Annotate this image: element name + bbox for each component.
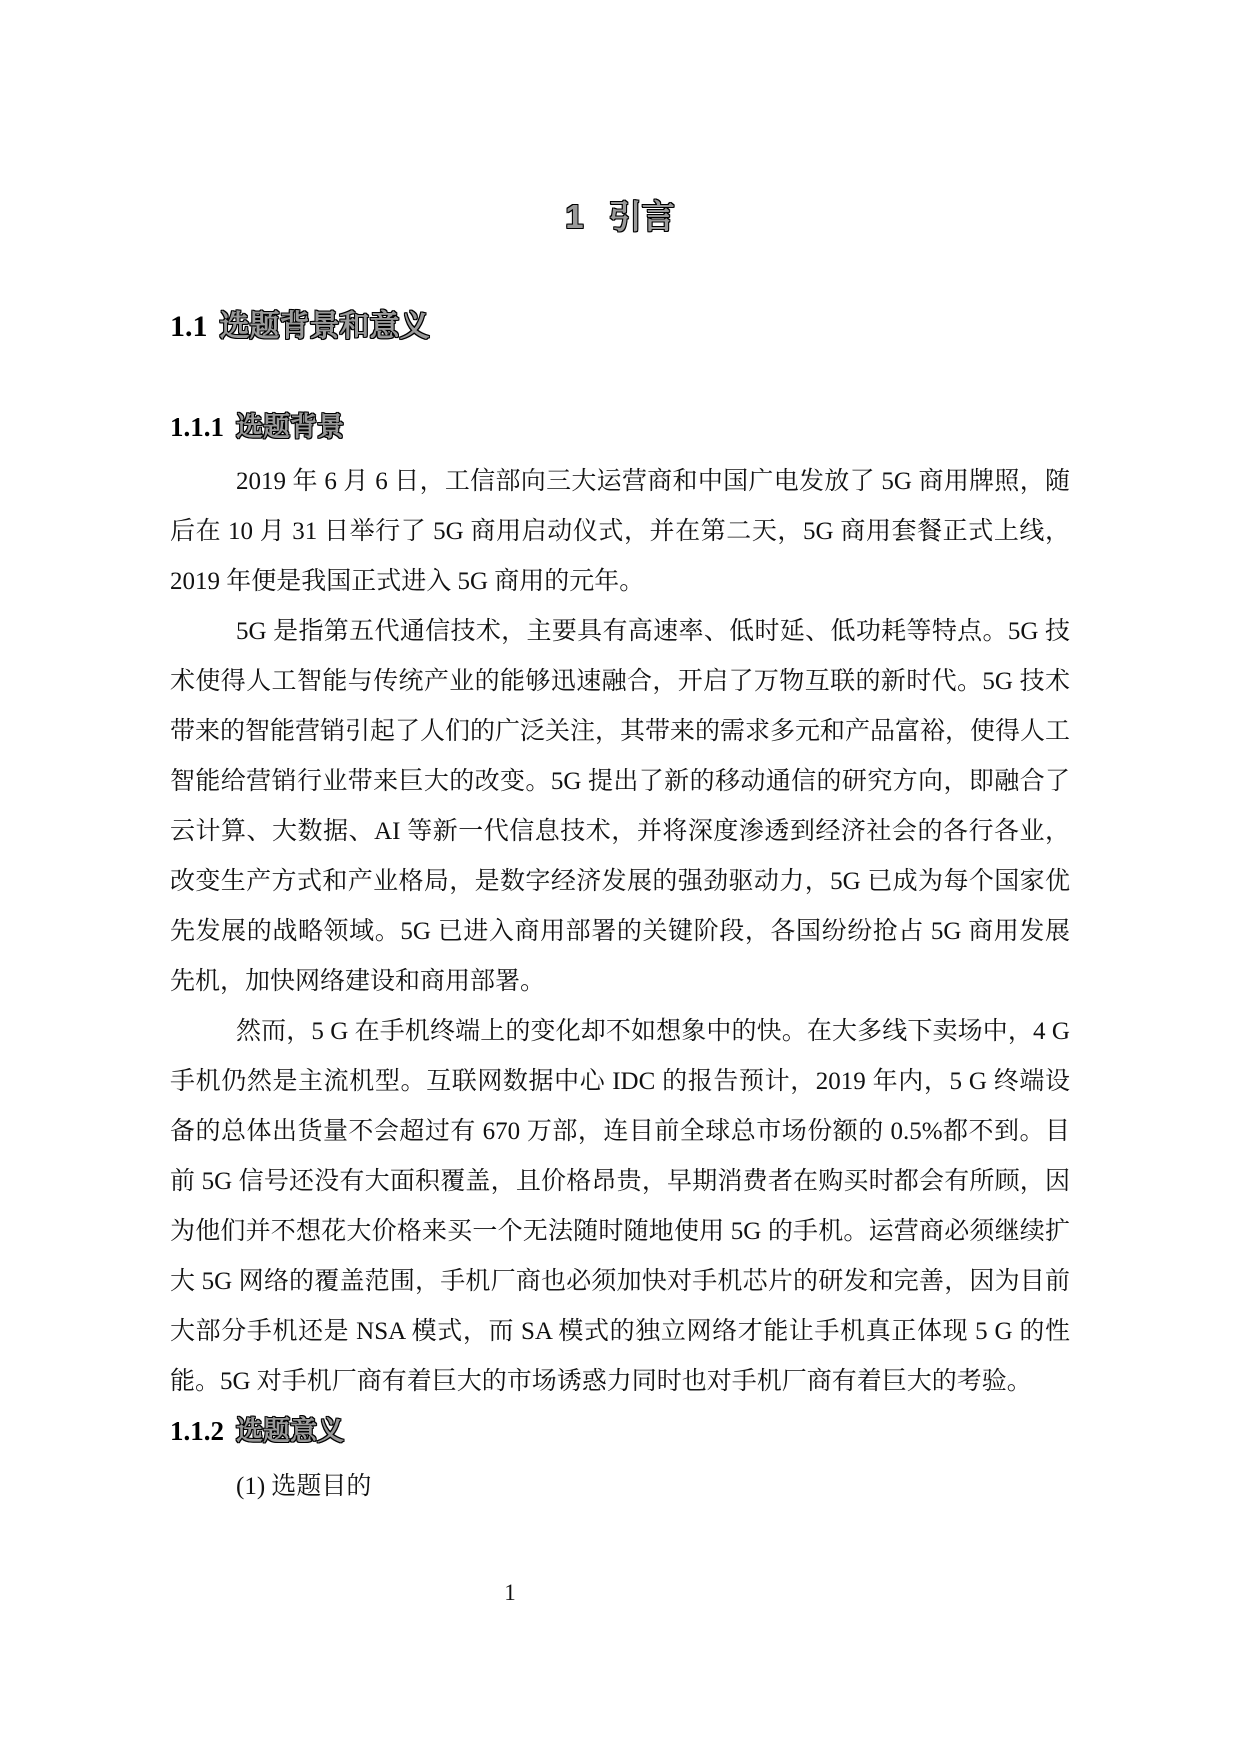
paragraph-purpose: (1) 选题目的 — [236, 1473, 372, 1500]
section-heading-1-1 — [170, 308, 1070, 346]
subsection-title-1-1-1: 选题背景 — [236, 412, 344, 442]
section-title-1-1: 选题背景和意义 — [219, 310, 430, 343]
page-number: 1 — [504, 1580, 516, 1605]
subsection-heading-1-1-1 — [170, 410, 1070, 444]
subsection-heading-1-1-2 — [170, 1414, 1070, 1448]
subsection-title-1-1-2: 选题意义 — [236, 1416, 344, 1446]
body-text-block — [170, 457, 1070, 1407]
subsection-number-1-1-1: 1.1.1 — [170, 412, 224, 442]
paragraph-1: 2019 年 6 月 6 日，工信部向三大运营商和中国广电发放了 5G 商用牌照，随后在 10 月 31 日举行了 5G 商用启动仪式，并在第二天，5G 商用套餐正式上线，2019 年便是我国正式进入 5G 商用的元年。 — [170, 468, 1070, 595]
paragraph-2: 5G 是指第五代通信技术，主要具有高速率、低时延、低功耗等特点。5G 技术使得人工智能与传统产业的能够迅速融合，开启了万物互联的新时代。5G 技术带来的智能营销引起了人们的广泛关注，其带来的需求多元和产品富裕，使得人工智能给营销行业带来巨大的改变。5G 提出了新的移动通信的研究方向，即融合了云计算、大数据、AI 等新一代信息技术，并将深度渗透到经济社会的各行各业，改变生产方式和产业格局，是数字经济发展的强劲驱动力，5G 已成为每个国家优先发展的战略领域。5G 已进入商用部署的关键阶段，各国纷纷抢占 5G 商用发展先机，加快网络建设和商用部署。 — [170, 618, 1071, 995]
page-content — [0, 197, 1240, 1512]
section-number-1-1: 1.1 — [170, 310, 208, 343]
chapter-title: 1 引言 — [565, 198, 675, 235]
paragraph-3: 然而，5 G 在手机终端上的变化却不如想象中的快。在大多线下卖场中，4 G 手机仍然是主流机型。互联网数据中心 IDC 的报告预计，2019 年内，5 G 终端设备的总体出货量不会超过有 670 万部，连目前全球总市场份额的 0.5%都不到。目前 5G 信号还没有大面积覆盖，且价格昂贵，早期消费者在购买时都会有所顾，因为他们并不想花大价格来买一个无法随时随地使用 5G 的手机。运营商必须继续扩大 5G 网络的覆盖范围，手机厂商也必须加快对手机芯片的研发和完善，因为目前大部分手机还是 NSA 模式，而 SA 模式的独立网络才能让手机真正体现 5 G 的性能。5G 对手机厂商有着巨大的市场诱惑力同时也对手机厂商有着巨大的考验。 — [170, 1018, 1070, 1395]
subsection-number-1-1-2: 1.1.2 — [170, 1416, 224, 1446]
